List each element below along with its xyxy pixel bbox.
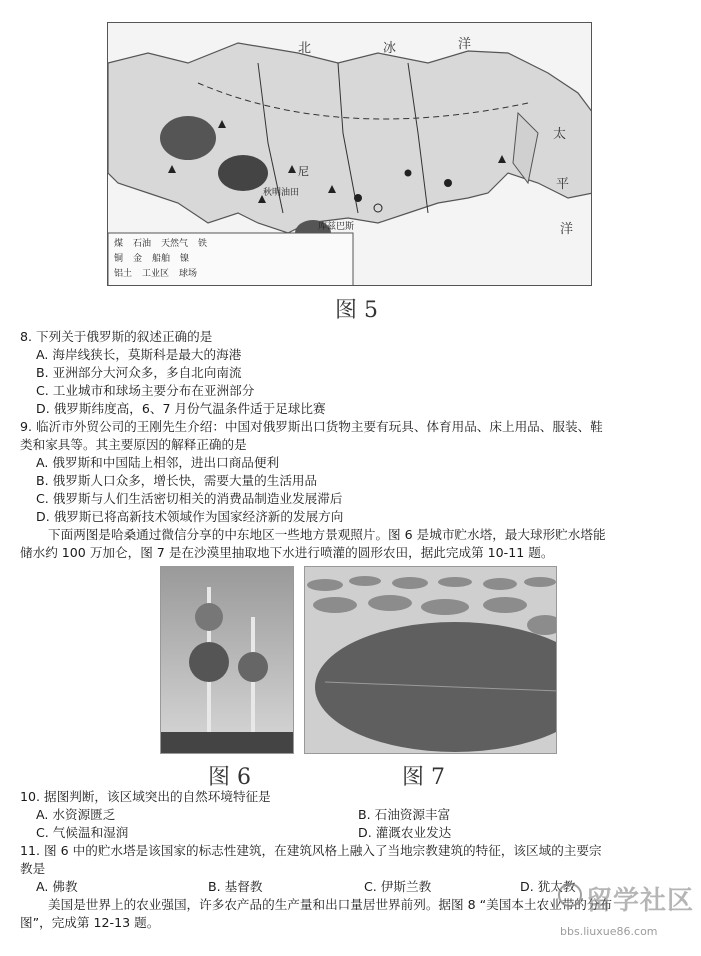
legend-ship: 船舶 (152, 254, 171, 264)
q8-option-b: B. 亚洲部分大河众多，多自北向南流 (36, 365, 242, 380)
q8-option-d: D. 俄罗斯纬度高，6、7 月份气温条件适于足球比赛 (36, 401, 326, 416)
q10-option-c: C. 气候温和湿润 (36, 825, 129, 840)
figure-7-caption: 图 7 (402, 765, 445, 790)
q8-stem: 8. 下列关于俄罗斯的叙述正确的是 (20, 329, 213, 344)
intro-12-13-line1: 美国是世界上的农业强国，许多农产品的生产量和出口量居世界前列。据图 8 “美国本土农业带的分布 (48, 897, 613, 912)
q9-option-a: A. 俄罗斯和中国陆上相邻，进出口商品便利 (36, 455, 280, 470)
circular-farm-drawing (305, 567, 557, 754)
map-label-kuzbass: 库兹巴斯 (318, 222, 355, 232)
map-label-tai: 太 (553, 127, 567, 142)
q11-option-c: C. 伊斯兰教 (364, 879, 432, 894)
q11-option-b: B. 基督教 (208, 879, 263, 894)
watermark-brand: 留学社区 (586, 886, 695, 916)
q9-stem-line1: 9. 临沂市外贸公司的王刚先生介绍：中国对俄罗斯出口货物主要有玩具、体育用品、床上用品、服装、鞋 (20, 419, 603, 434)
figure-6-caption: 图 6 (208, 765, 251, 790)
q9-stem-line2: 类和家具等。其主要原因的解释正确的是 (20, 437, 247, 452)
figure-5-caption: 图 5 (335, 298, 378, 323)
map-label-bing: 冰 (383, 41, 397, 56)
q8-option-a: A. 海岸线狭长，莫斯科是最大的海港 (36, 347, 242, 362)
map-legend (114, 237, 349, 282)
q9-option-c: C. 俄罗斯与人们生活密切相关的消费品制造业发展滞后 (36, 491, 343, 506)
map-label-tyumen-oil: 秋明油田 (263, 188, 300, 198)
q9-option-b: B. 俄罗斯人口众多，增长快，需要大量的生活用品 (36, 473, 318, 488)
water-tower-drawing (161, 567, 294, 754)
intro-12-13-line2: 图”，完成第 12-13 题。 (20, 915, 160, 930)
map-label-yang1: 洋 (458, 37, 472, 52)
legend-oil: 石油 (133, 239, 152, 249)
q10-option-a: A. 水资源匮乏 (36, 807, 116, 822)
q11-stem-line2: 教是 (20, 861, 46, 876)
q11-stem-line1: 11. 图 6 中的贮水塔是该国家的标志性建筑，在建筑风格上融入了当地宗教建筑的特征，该区域的主要宗 (20, 843, 602, 858)
map-label-bei: 北 (298, 41, 312, 56)
watermark-logo-icon (558, 883, 582, 907)
q10-stem: 10. 据图判断，该区域突出的自然环境特征是 (20, 789, 271, 804)
legend-copper: 铜 (114, 254, 124, 264)
q8-option-c: C. 工业城市和球场主要分布在亚洲部分 (36, 383, 255, 398)
q10-option-d: D. 灌溉农业发达 (358, 825, 452, 840)
map-label-yang2: 洋 (560, 222, 574, 237)
legend-stadium: 球场 (179, 269, 198, 279)
russia-resource-map (107, 22, 592, 286)
watermark-url: bbs.liuxue86.com (560, 925, 658, 938)
legend-industrial-zone: 工业区 (142, 269, 170, 279)
q11-option-a: A. 佛教 (36, 879, 78, 894)
q9-option-d: D. 俄罗斯已将高新技术领域作为国家经济新的发展方向 (36, 509, 344, 524)
q11-option-d: D. 犹太教 (520, 879, 576, 894)
intro-10-11-line2: 储水约 100 万加仑，图 7 是在沙漠里抽取地下水进行喷灌的圆形农田，据此完成第 10-11 题。 (20, 545, 554, 560)
intro-10-11-line1: 下面两图是哈桑通过微信分享的中东地区一些地方景观照片。图 6 是城市贮水塔，最大球形贮水塔能 (48, 527, 606, 542)
legend-iron: 铁 (198, 239, 208, 249)
legend-bauxite: 铝土 (114, 269, 133, 279)
legend-coal: 煤 (114, 239, 124, 249)
map-label-ni: 尼 (298, 165, 309, 178)
figure-6-water-tower-photo (160, 566, 294, 754)
legend-gas: 天然气 (161, 239, 189, 249)
legend-nickel: 镍 (180, 254, 190, 264)
figure-7-circular-farm-photo (304, 566, 557, 754)
q10-option-b: B. 石油资源丰富 (358, 807, 451, 822)
legend-gold: 金 (133, 254, 143, 264)
map-label-ping: 平 (556, 177, 570, 192)
